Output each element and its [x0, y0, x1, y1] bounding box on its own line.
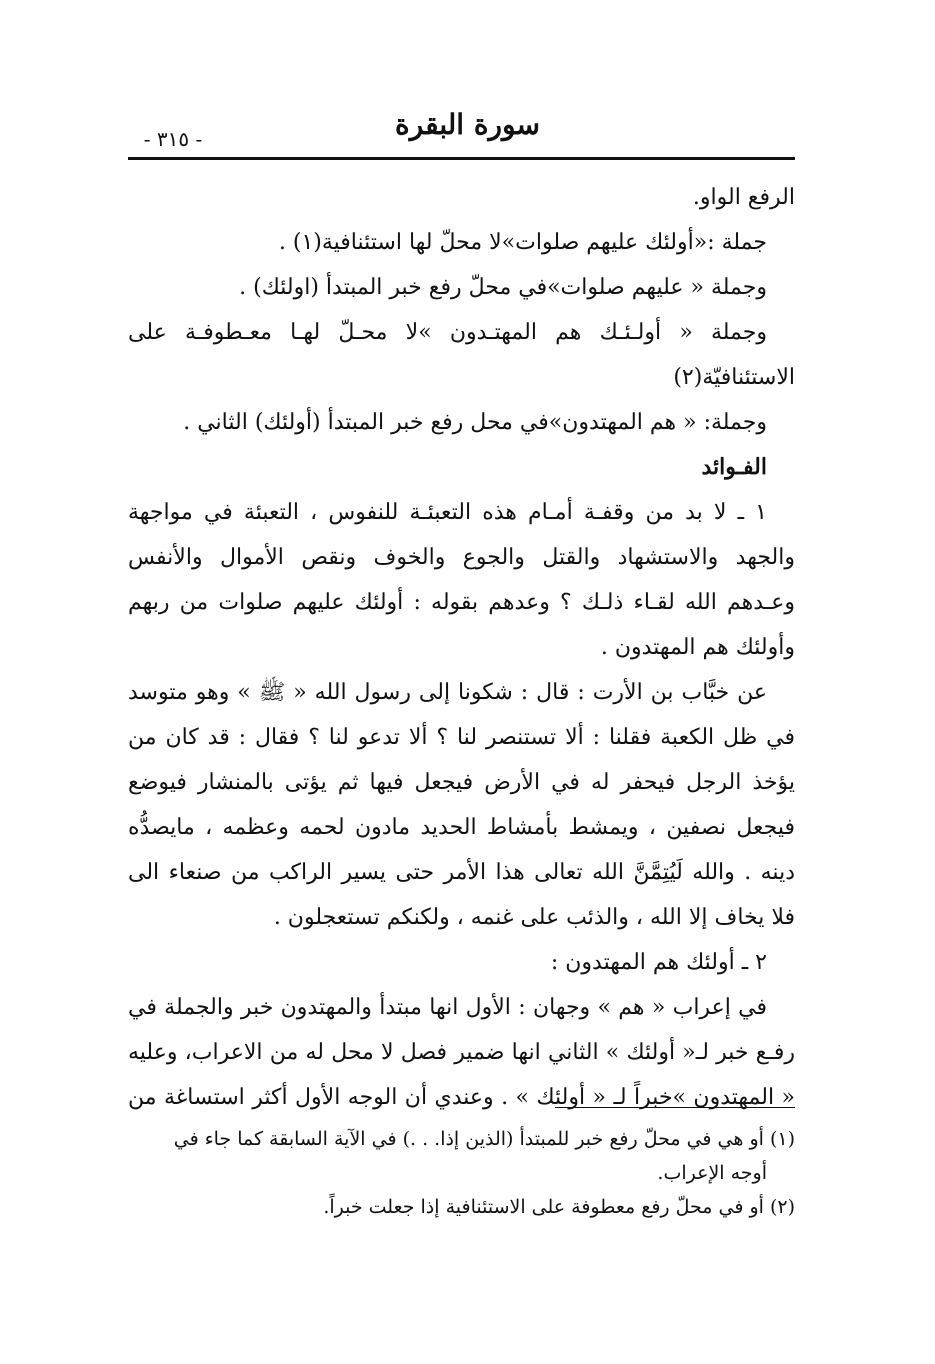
- text-line: يؤخذ الرجل فيحفر له في الأرض فيجعل فيها ثم يؤتى بالمنشار فيوضع: [128, 770, 795, 795]
- footnote-1-continuation: أوجه الإعراب.: [657, 1162, 767, 1184]
- text-line: الرفع الواو.: [692, 185, 795, 210]
- text-line: ١ ـ لا بد من وقفـة أمـام هذه التعبئـة للنفوس ، التعبئة في مواجهة: [128, 500, 767, 525]
- text-line: وعـدهم الله لقـاء ذلـك ؟ وعدهم بقوله : أولئك عليهم صلوات من ربهم: [128, 590, 795, 615]
- text-line: في ظل الكعبة فقلنا : ألا تستنصر لنا ؟ ألا تدعو لنا ؟ فقال : قد كان من: [128, 725, 795, 750]
- surah-title: سورة البقرة: [395, 108, 540, 141]
- text-line: جملة :«أولئك عليهم صلوات»لا محلّ لها استئنافية(١) .: [278, 230, 767, 255]
- footnote-1: (١) أو هي في محلّ رفع خبر للمبتدأ (الذين إذا. . .) في الآية السابقة كما جاء في: [173, 1128, 795, 1150]
- page-number: - ٣١٥ -: [143, 127, 203, 151]
- text-line: وأولئك هم المهتدون .: [600, 635, 795, 660]
- text-line: دينه . والله لَيُتِمَّنَّ الله تعالى هذا الأمر حتى يسير الراكب من صنعاء الى: [128, 860, 795, 885]
- text-line: رفـع خبر لـ« أولئك » الثاني انها ضمير فصل لا محل له من الاعراب، وعليه: [128, 1040, 795, 1065]
- text-line: عن خبَّاب بن الأرت : قال : شكونا إلى رسول الله « ﷺ » وهو متوسد: [128, 680, 767, 705]
- text-line: ٢ ـ أولئك هم المهتدون :: [550, 950, 767, 975]
- footnotes: [128, 1122, 795, 1224]
- text-line: وجملة « عليهم صلوات»في محلّ رفع خبر المبتدأ (اولئك) .: [239, 275, 767, 300]
- text-line: الاستئنافيّة(٢): [673, 365, 795, 390]
- text-line: وجملة « أولـئـك هم المهتـدون »لا محـلّ لهـا معـطوفـة على: [128, 320, 767, 345]
- text-line: والجهد والاستشهاد والقتل والجوع والخوف ونقص الأموال والأنفس: [128, 545, 795, 570]
- footnote-divider: [555, 1107, 795, 1108]
- text-line: فيجعل نصفين ، ويمشط بأمشاط الحديد مادون لحمه وعظمه ، مايصدُّه: [128, 815, 795, 840]
- text-line: فلا يخاف إلا الله ، والذئب على غنمه ، ولكنكم تستعجلون .: [273, 905, 795, 930]
- header-divider: [128, 157, 795, 160]
- text-line: « المهتدون »خبراً لـ « أولئك » . وعندي أن الوجه الأول أكثر استساغة من: [128, 1085, 795, 1110]
- main-text: [128, 175, 795, 1120]
- text-line: في إعراب « هم » وجهان : الأول انها مبتدأ والمهتدون خبر والجملة في: [128, 995, 767, 1020]
- section-heading: الفـوائد: [701, 454, 767, 480]
- footnote-2: (٢) أو في محلّ رفع معطوفة على الاستئنافية إذا جعلت خبراً.: [323, 1196, 795, 1218]
- text-line: وجملة: « هم المهتدون»في محل رفع خبر المبتدأ (أولئك) الثاني .: [183, 410, 767, 435]
